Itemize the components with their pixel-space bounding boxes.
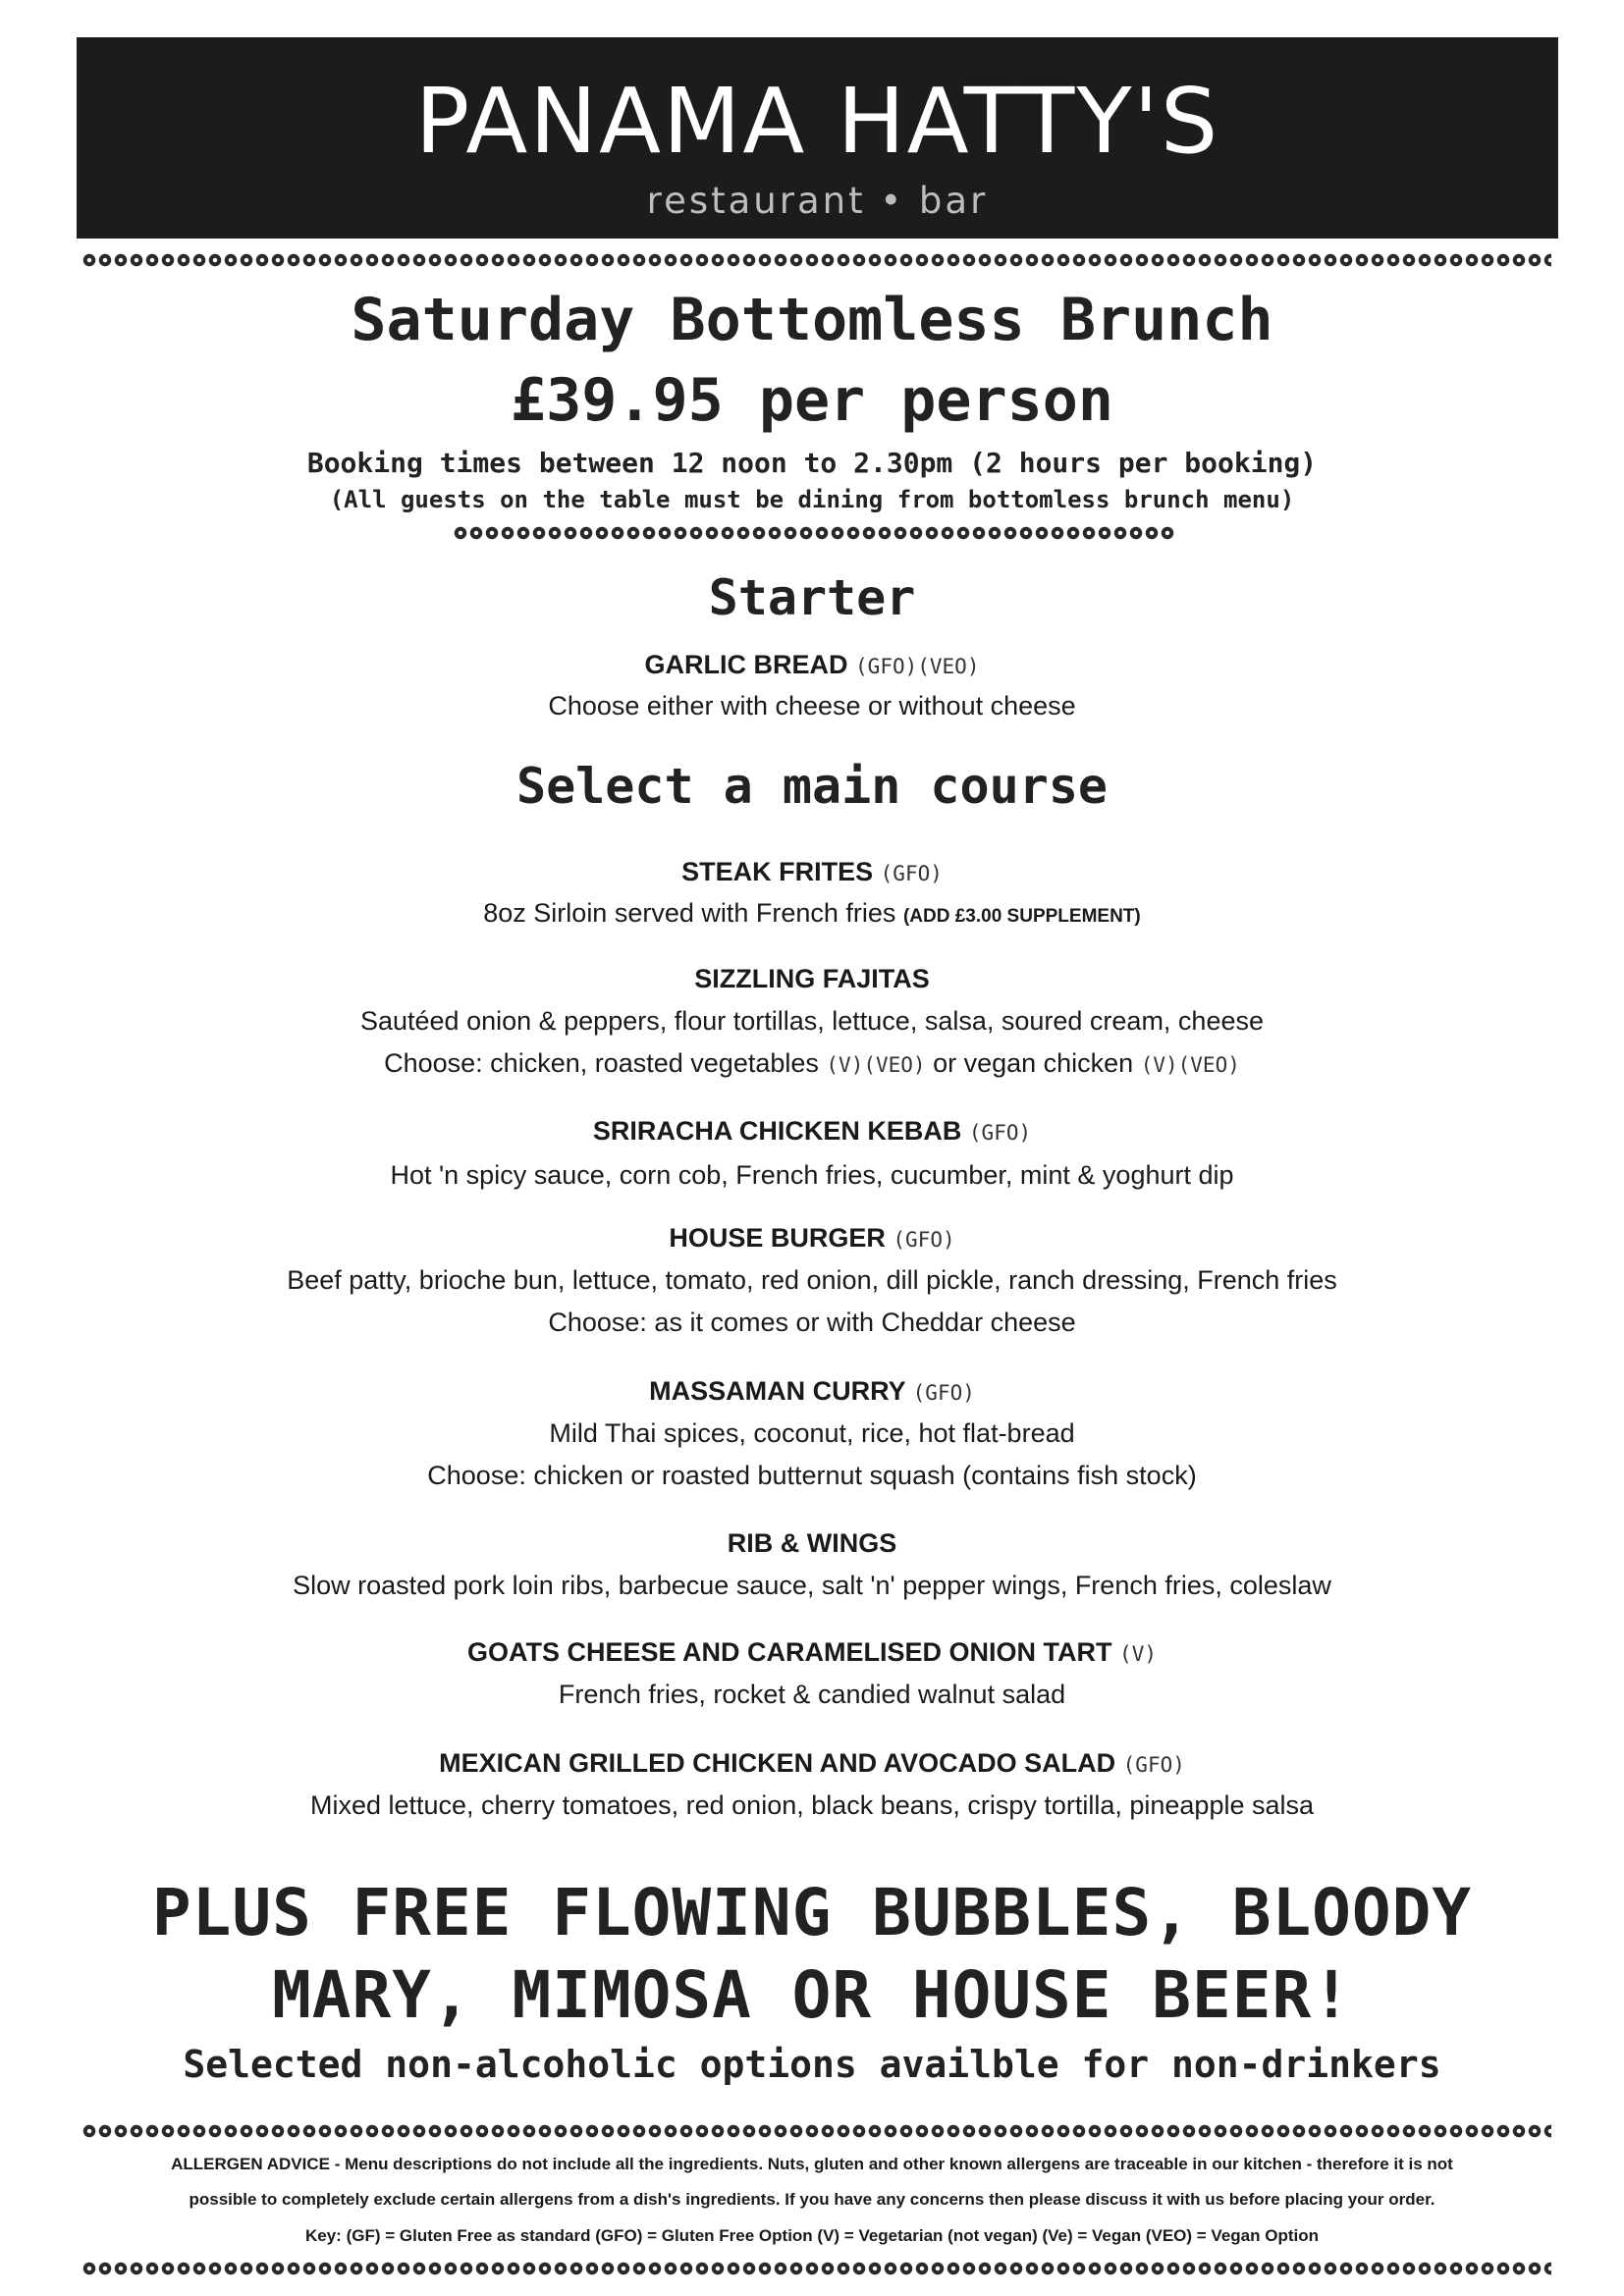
fajitas-choose-b: or vegan chicken xyxy=(933,1048,1134,1078)
ribs-name: RIB & WINGS xyxy=(727,1528,897,1558)
fajitas-name: SIZZLING FAJITAS xyxy=(694,964,930,993)
menu-price: £39.95 per person xyxy=(510,366,1114,435)
curry-title xyxy=(0,1378,1624,1405)
drinks-line-1: PLUS FREE FLOWING BUBBLES, BLOODY xyxy=(151,1875,1473,1950)
salad-desc: Mixed lettuce, cherry tomatoes, red onion, black beans, crispy tortilla, pineapple salsa xyxy=(309,1790,1315,1820)
tart-name: GOATS CHEESE AND CARAMELISED ONION TART xyxy=(467,1637,1112,1667)
curry-tag: (GFO) xyxy=(912,1381,975,1405)
dotted-divider-allergen-top xyxy=(82,2124,1551,2138)
dotted-divider-intro xyxy=(454,526,1176,540)
booking-times: Booking times between 12 noon to 2.30pm (2 hours per booking) xyxy=(306,447,1318,479)
salad-title xyxy=(0,1750,1624,1777)
starter-item-name xyxy=(0,652,1624,678)
garlic-bread-tags: (GFO)(VEO) xyxy=(855,655,980,678)
fajitas-tags-a: (V)(VEO) xyxy=(826,1053,926,1077)
tart-title xyxy=(0,1639,1624,1666)
drinks-line-2: MARY, MIMOSA OR HOUSE BEER! xyxy=(272,1957,1352,2033)
curry-name: MASSAMAN CURRY xyxy=(649,1376,906,1406)
fajitas-tags-b: (V)(VEO) xyxy=(1140,1053,1240,1077)
allergen-advice-line-1: ALLERGEN ADVICE - Menu descriptions do not include all the ingredients. Nuts, gluten and other known allergens are traceable in our kitchen - therefore it is not xyxy=(171,2155,1453,2173)
salad-name: MEXICAN GRILLED CHICKEN AND AVOCADO SALAD xyxy=(439,1748,1116,1778)
starter-heading: Starter xyxy=(708,569,916,626)
burger-desc: Beef patty, brioche bun, lettuce, tomato, red onion, dill pickle, ranch dressing, French fries xyxy=(287,1265,1337,1295)
steak-frites-desc: 8oz Sirloin served with French fries xyxy=(483,898,896,928)
curry-choose: Choose: chicken or roasted butternut squash (contains fish stock) xyxy=(427,1461,1197,1490)
fajitas-choose-line xyxy=(0,1050,1624,1077)
fajitas-choose-a: Choose: chicken, roasted vegetables xyxy=(384,1048,819,1078)
steak-frites-name: STEAK FRITES xyxy=(681,857,874,886)
kebab-title xyxy=(0,1118,1624,1145)
dotted-divider-top xyxy=(82,253,1551,267)
kebab-desc: Hot 'n spicy sauce, corn cob, French fries, cucumber, mint & yoghurt dip xyxy=(390,1160,1234,1190)
steak-frites-tag: (GFO) xyxy=(880,862,943,885)
allergen-advice-line-2: possible to completely exclude certain allergens from a dish's ingredients. If you have any concerns then please discuss it with us before placing your order. xyxy=(189,2190,1435,2209)
curry-desc: Mild Thai spices, coconut, rice, hot flat-bread xyxy=(549,1418,1075,1448)
menu-title: Saturday Bottomless Brunch xyxy=(351,286,1273,354)
salad-tag: (GFO) xyxy=(1122,1753,1185,1777)
kebab-tag: (GFO) xyxy=(968,1121,1032,1145)
brand-name: PANAMA HATTY'S xyxy=(414,69,1220,174)
burger-tag: (GFO) xyxy=(893,1228,955,1252)
ribs-desc: Slow roasted pork loin ribs, barbecue sauce, salt 'n' pepper wings, French fries, coleslaw xyxy=(293,1571,1331,1600)
brand-header xyxy=(77,37,1558,239)
steak-frites-supplement: (ADD £3.00 SUPPLEMENT) xyxy=(902,906,1141,927)
main-course-heading: Select a main course xyxy=(515,758,1109,815)
non-alcoholic-note: Selected non-alcoholic options availble for non-drinkers xyxy=(183,2043,1441,2086)
garlic-bread-desc: Choose either with cheese or without cheese xyxy=(548,691,1076,721)
booking-note: (All guests on the table must be dining from bottomless brunch menu) xyxy=(329,486,1295,513)
tart-tag: (V) xyxy=(1119,1642,1157,1666)
steak-frites-title xyxy=(0,859,1624,885)
allergen-key: Key: (GF) = Gluten Free as standard (GFO) = Gluten Free Option (V) = Vegetarian (not vegan) (Ve) = Vegan (VEO) = Vegan Option xyxy=(305,2226,1319,2245)
garlic-bread-name: GARLIC BREAD xyxy=(644,650,848,679)
steak-frites-desc-line xyxy=(0,900,1624,927)
kebab-name: SRIRACHA CHICKEN KEBAB xyxy=(592,1116,962,1146)
burger-choose: Choose: as it comes or with Cheddar cheese xyxy=(548,1308,1076,1337)
fajitas-desc: Sautéed onion & peppers, flour tortillas, lettuce, salsa, soured cream, cheese xyxy=(359,1006,1265,1036)
burger-name: HOUSE BURGER xyxy=(669,1223,886,1253)
burger-title xyxy=(0,1225,1624,1252)
tart-desc: French fries, rocket & candied walnut salad xyxy=(558,1680,1066,1709)
dotted-divider-bottom xyxy=(82,2262,1551,2275)
brand-tagline: restaurant • bar xyxy=(646,180,989,222)
